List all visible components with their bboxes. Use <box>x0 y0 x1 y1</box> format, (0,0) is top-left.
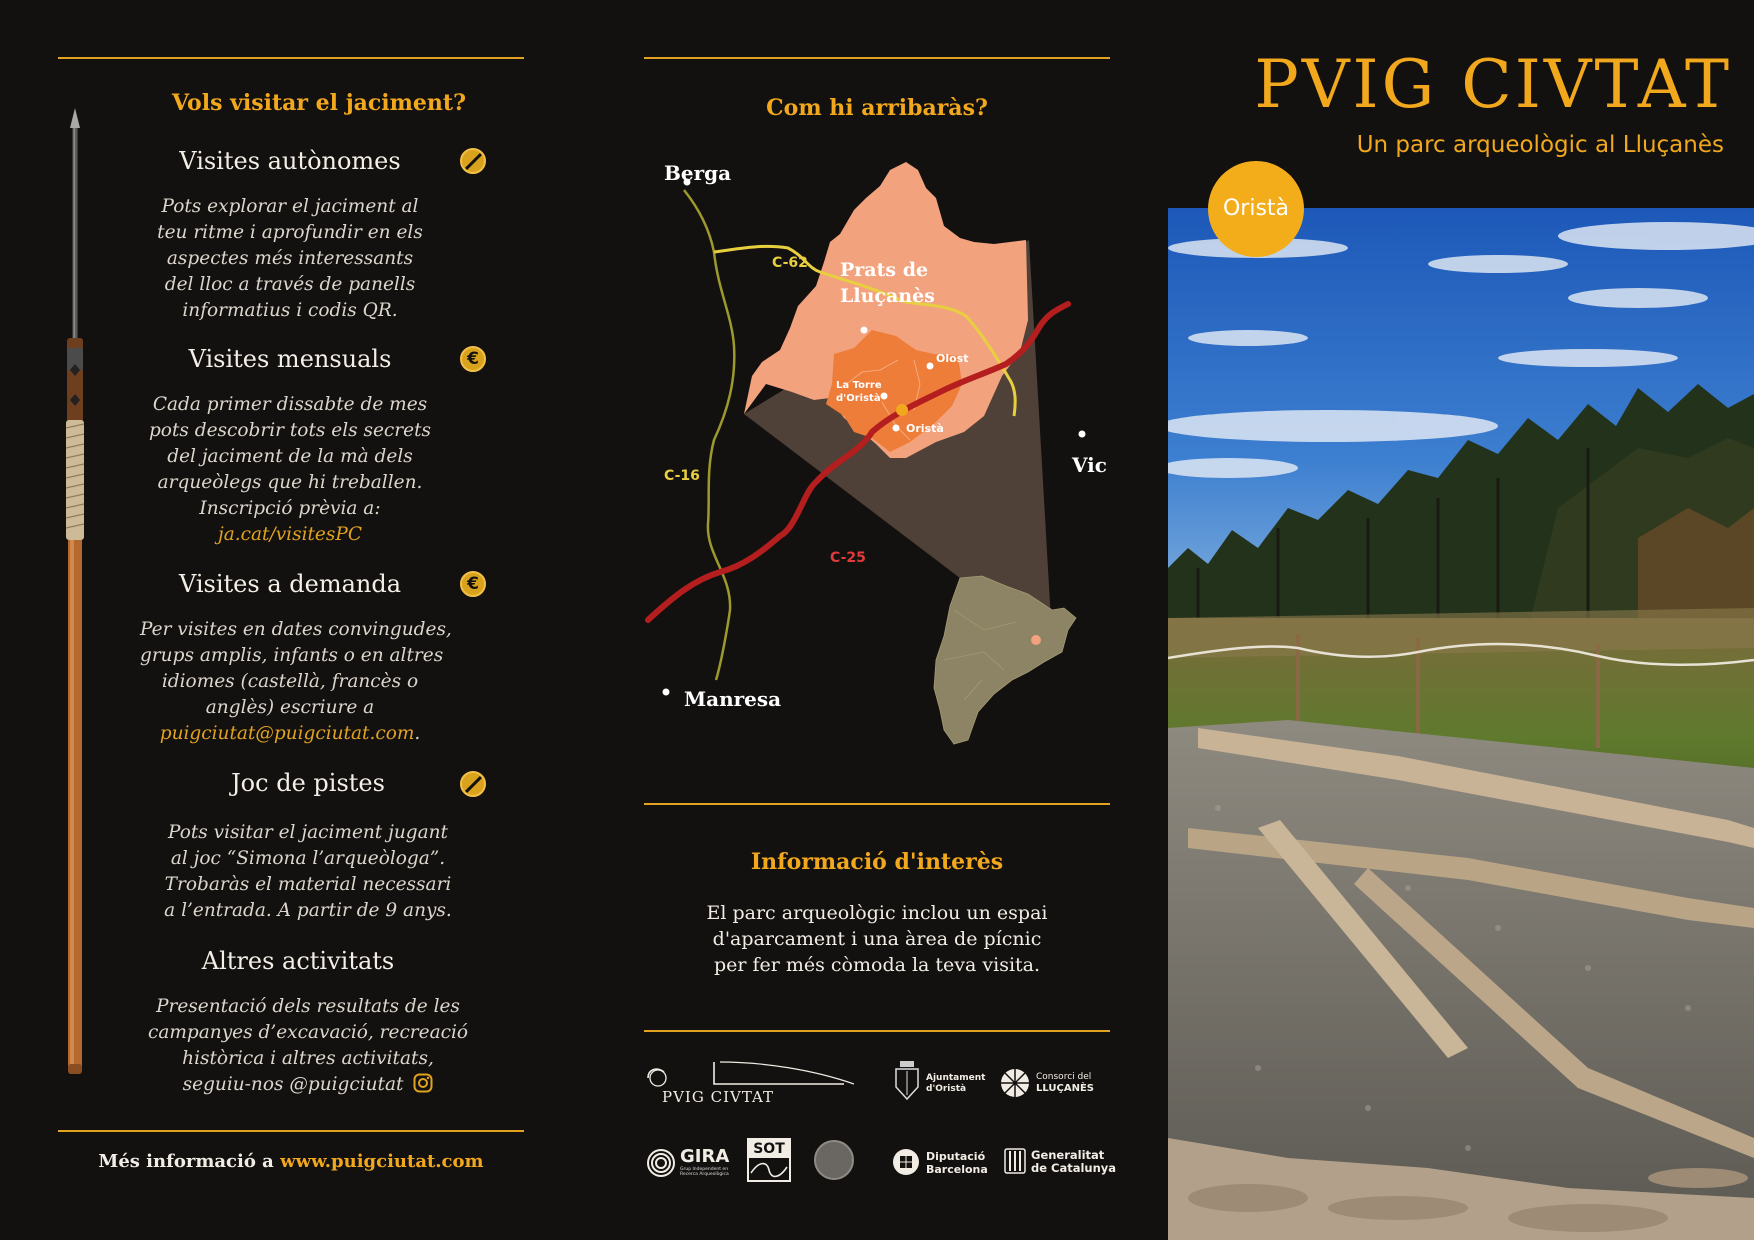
divider <box>644 1030 1110 1032</box>
section-text-monthly: Cada primer dissabte de mes pots descobrir tots els secrets del jaciment de la mà dels arqueòlegs que hi treballen. Inscripció prèvia a: ja.cat/visitesPC <box>140 392 440 548</box>
map-panel <box>644 0 1117 1240</box>
label-c16: C-16 <box>664 468 700 484</box>
free-icon <box>460 771 486 797</box>
divider <box>58 57 524 59</box>
seal-logo <box>814 1140 854 1180</box>
cover-panel <box>1168 0 1754 1240</box>
info-heading: Informació d'interès <box>750 849 1004 875</box>
cover-title: PVIG CIVTAT <box>1254 46 1732 123</box>
section-text-on-demand: Per visites en dates convingudes, grups amplis, infants o en altres idiomes (castellà, francès o anglès) escriure a puigciutat@puigciutat.com. <box>140 619 452 744</box>
label-prats-line2: Lluçanès <box>840 285 935 307</box>
road-c16 <box>684 190 734 680</box>
label-prats-line1: Prats de <box>840 259 929 281</box>
divider <box>644 57 1110 59</box>
visit-heading: Vols visitar el jaciment? <box>172 90 466 116</box>
logo-puig-civtat: PVIG CIVTAT <box>644 1058 854 1108</box>
label-vic: Vic <box>1072 453 1107 477</box>
location-badge: Oristà <box>1208 161 1304 257</box>
section-text-autonomous: Pots explorar el jaciment al teu ritme i aprofundir en els aspectes més interessants del lloc a través de panells informatius i codis QR. <box>157 196 423 321</box>
email-link[interactable]: puigciutat@puigciutat.com <box>159 723 415 744</box>
logo-consorci-llucanes: Consorci del LLUÇANÈS <box>1000 1068 1110 1102</box>
logo-diputacio-barcelona: Diputació Barcelona <box>892 1146 992 1180</box>
cover-subtitle: Un parc arqueològic al Lluçanès <box>1356 132 1724 158</box>
info-text: El parc arqueològic inclou un espai d'aparcament i una àrea de pícnic per fer més còmoda la teva visita. <box>706 902 1048 976</box>
spear-illustration <box>58 108 98 1080</box>
label-torre-line1: La Torre <box>836 380 882 391</box>
label-c62: C-62 <box>772 255 808 271</box>
section-title-treasure-hunt: Joc de pistes <box>231 769 385 797</box>
euro-icon: € <box>460 346 486 372</box>
label-c25: C-25 <box>830 550 866 566</box>
site-photo <box>1168 208 1754 1240</box>
divider <box>644 803 1110 805</box>
logo-ajuntament: Ajuntament d'Oristà <box>892 1059 982 1103</box>
label-olost: Olost <box>936 352 969 365</box>
visit-panel <box>58 0 524 1240</box>
label-berga: Berga <box>664 161 732 185</box>
divider <box>58 1130 524 1132</box>
catalonia-silhouette <box>934 576 1076 744</box>
label-torre-line2: d'Oristà <box>836 393 881 404</box>
section-text-treasure-hunt: Pots visitar el jaciment jugant al joc “Simona l’arqueòloga”. Trobaràs el material necessari a l’entrada. A partir de 9 anys. <box>164 822 452 921</box>
section-title-on-demand: Visites a demanda <box>178 570 402 598</box>
logo-sot: SOT <box>747 1138 791 1182</box>
section-title-other-activities: Altres activitats <box>201 947 395 975</box>
visits-link[interactable]: ja.cat/visitesPC <box>218 524 362 545</box>
euro-icon: € <box>460 571 486 597</box>
label-manresa: Manresa <box>684 687 782 711</box>
more-info: Més informació a www.puigciutat.com <box>98 1151 484 1172</box>
instagram-icon[interactable] <box>413 1073 433 1093</box>
logo-generalitat-catalunya: Generalitat de Catalunya <box>1004 1148 1110 1178</box>
label-orista: Oristà <box>906 422 944 435</box>
website-link[interactable]: www.puigciutat.com <box>280 1151 484 1172</box>
logo-gira: GIRA Grup Independent en Recerca Arqueològica <box>646 1146 732 1180</box>
location-map <box>644 140 1110 760</box>
section-text-other-activities: Presentació dels resultats de les campanyes d’excavació, recreació històrica i altres activitats, seguiu-nos @puigciutat <box>148 996 469 1095</box>
section-title-monthly: Visites mensuals <box>188 345 392 373</box>
map-heading: Com hi arribaràs? <box>766 95 988 121</box>
free-icon <box>460 148 486 174</box>
section-title-autonomous: Visites autònomes <box>179 147 401 175</box>
